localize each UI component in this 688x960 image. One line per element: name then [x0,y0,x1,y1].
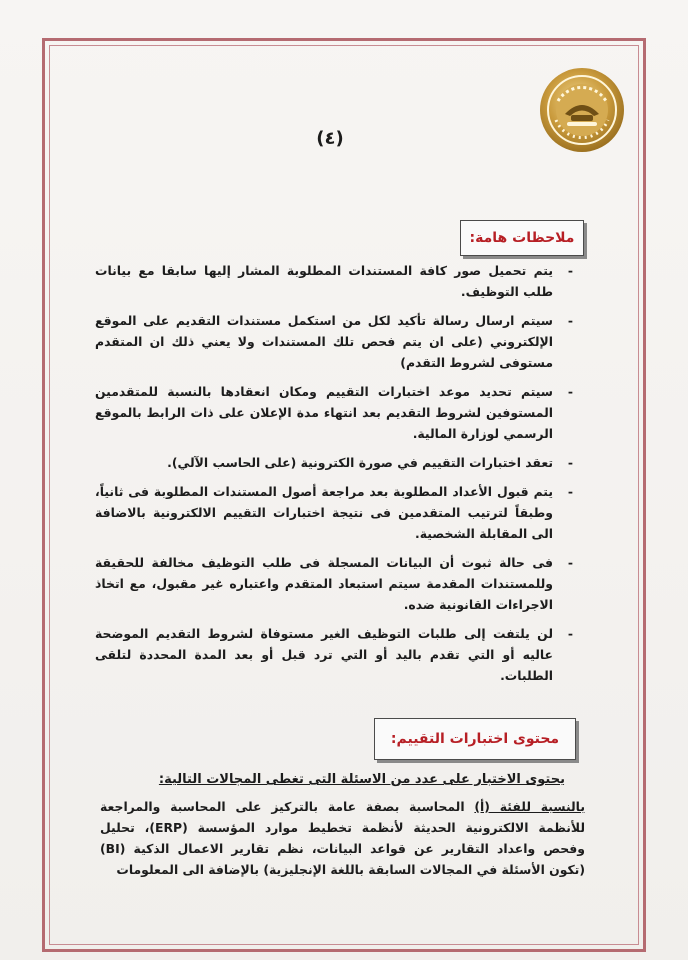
category-a-description: المحاسبة بصفة عامة بالتركيز على المحاسبة والمراجعة للأنظمة الالكترونية الحديثة لأنظمة تخطيط موارد المؤسسة (ERP)، تحليل وفحص واعداد التقارير عن قواعد البيانات، نظم تقارير الاعمال الذكية (BI) (تكون الأسئلة في المجالات السابقة باللغة الإنجليزية) بالإضافة الى المعلومات [100,799,585,877]
note-item [95,452,575,473]
assessment-lead-text: يحتوى الاختبار على عدد من الاسئلة التى تغطى المجالات التالية: [158,772,565,787]
note-item [95,552,575,615]
assessment-content-label [374,718,576,760]
assessment-content-heading: محتوى اختبارات التقييم: [390,731,560,747]
note-item [95,481,575,544]
note-text: يتم تحميل صور كافة المستندات المطلوبة المشار إليها سابقا مع بيانات طلب التوظيف. [95,263,553,299]
bullet-dash: - [567,384,573,399]
ministry-seal-logo [538,66,626,154]
note-text: سيتم ارسال رسالة تأكيد لكل من استكمل مستندات التقديم على الموقع الإلكتروني (على ان يتم فحص تلك المستندات ولا يعني ذلك ان المتقدم مستوفى لشروط التقدم) [95,313,553,370]
bullet-dash: - [567,626,573,641]
bullet-dash: - [567,313,573,328]
page-number: (٤) [316,128,344,149]
note-text: فى حالة ثبوت أن البيانات المسجلة فى طلب التوظيف مخالفة للحقيقة وللمستندات المقدمة سيتم استبعاد المتقدم واعتباره غير مقبول، مع اتخاذ الاجراءات القانونية ضده. [95,555,553,612]
note-item [95,260,575,302]
note-text: يتم قبول الأعداد المطلوبة بعد مراجعة أصول المستندات المطلوبة فى ثانياً، وطبقاً لترتيب المتقدمين فى نتيجة اختبارات التقييم الالكترونية بالاضافة الى المقابلة الشخصية. [95,484,553,541]
note-item [95,623,575,686]
note-item [95,310,575,373]
bullet-dash: - [567,455,573,470]
important-notes-heading: ملاحظات هامة: [469,230,575,246]
assessment-body-text [100,796,585,880]
note-text: تعقد اختبارات التقييم في صورة الكترونية (على الحاسب الآلي). [167,455,553,470]
note-text: لن يلتفت إلى طلبات التوظيف الغير مستوفاة لشروط التقديم الموضحة عاليه أو التي تقدم باليد أو التي ترد قبل أو بعد المدة المحددة لتلقى الطلبات. [95,626,553,683]
important-notes-list [95,260,575,694]
category-a-label: بالنسبة للفئة (أ) [474,799,585,814]
important-notes-label [460,220,584,256]
bullet-dash: - [567,263,573,278]
note-item [95,381,575,444]
bullet-dash: - [567,555,573,570]
note-text: سيتم تحديد موعد اختبارات التقييم ومكان انعقادها بالنسبة للمتقدمين المستوفين لشروط التقديم بعد انتهاء مدة الإعلان على ذات الرابط بالموقع الرسمي لوزارة المالية. [95,384,553,441]
bullet-dash: - [567,484,573,499]
